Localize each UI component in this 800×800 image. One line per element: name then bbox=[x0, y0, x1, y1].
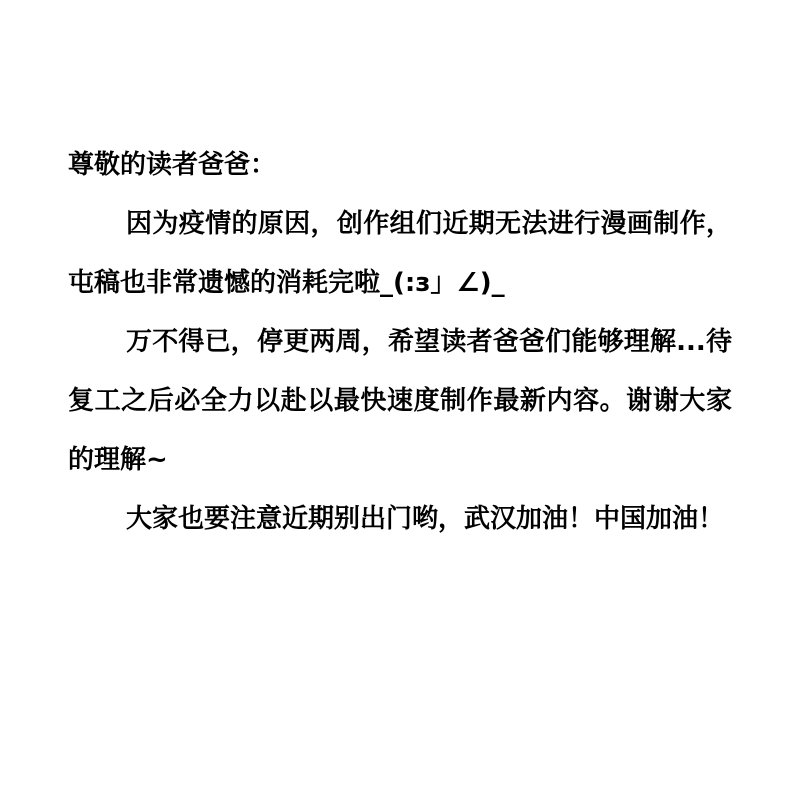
notice-body bbox=[68, 136, 732, 549]
greeting-line: 尊敬的读者爸爸： bbox=[68, 150, 277, 180]
paragraph-hiatus-reason: 因为疫情的原因，创作组们近期无法进行漫画制作，屯稿也非常遗憾的消耗完啦_(:з」∠)_ bbox=[68, 209, 732, 298]
paragraph-stay-safe: 大家也要注意近期别出门哟，武汉加油！中国加油！ bbox=[126, 504, 725, 534]
paragraph-two-week-pause: 万不得已，停更两周，希望读者爸爸们能够理解...待复工之后必全力以赴以最快速度制作最新内容。谢谢大家的理解~ bbox=[68, 327, 732, 475]
